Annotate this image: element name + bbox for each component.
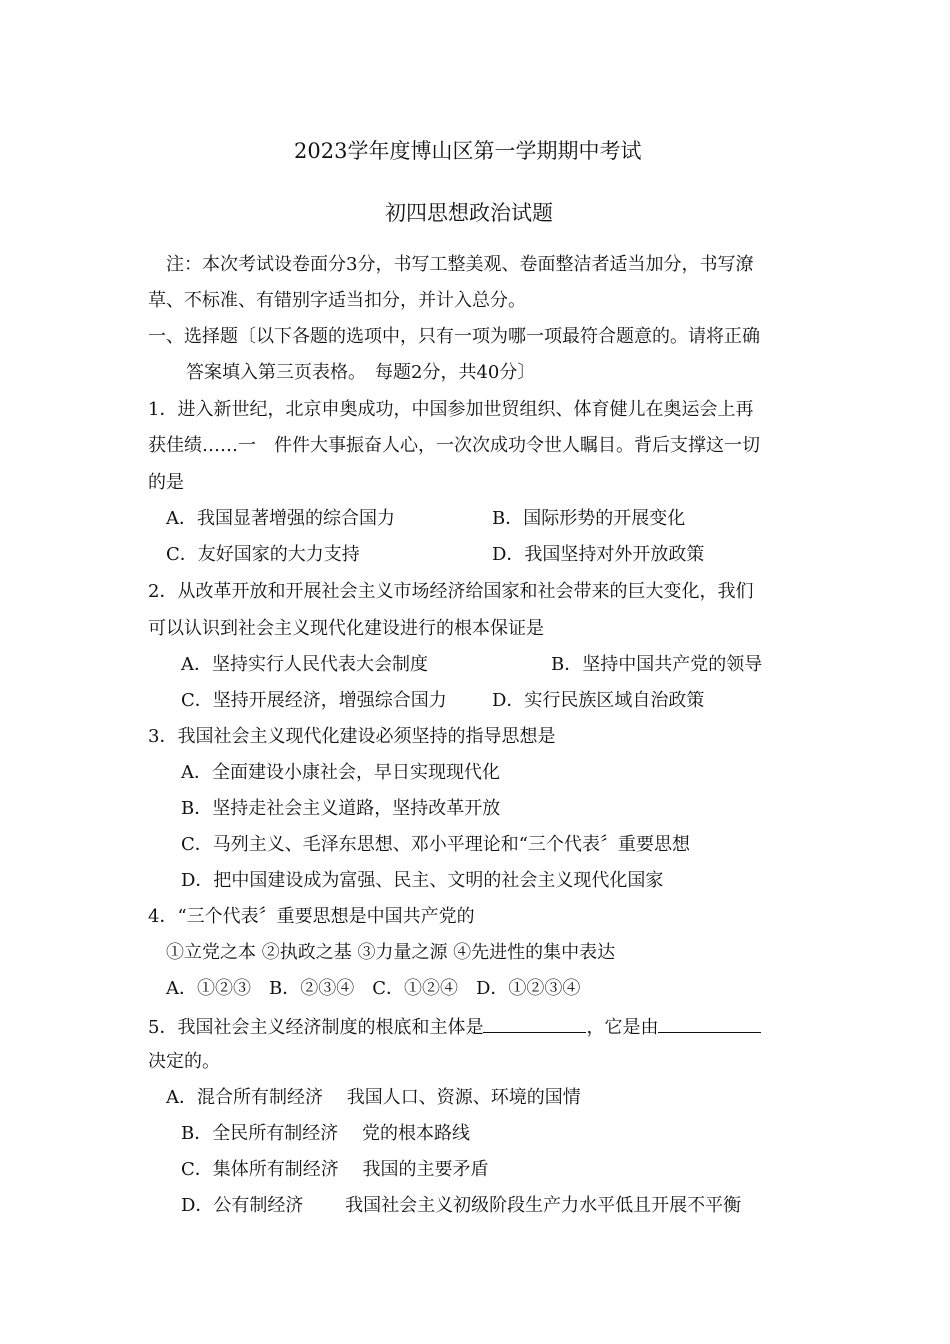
q5-option-b: B．全民所有制经济 党的根本路线 bbox=[181, 1123, 470, 1144]
section-heading-line-2: 答案填入第三页表格。 每题2分，共40分〕 bbox=[186, 362, 536, 383]
q5-option-c: C．集体所有制经济 我国的主要矛盾 bbox=[181, 1159, 489, 1180]
q5-blank-2 bbox=[658, 1014, 761, 1033]
q5-stem-part-1: 5．我国社会主义经济制度的根底和主体是 bbox=[148, 1017, 484, 1038]
q3-option-d: D．把中国建设成为富强、民主、文明的社会主义现代化国家 bbox=[181, 870, 664, 891]
q5-option-a: A．混合所有制经济 我国人口、资源、环境的国情 bbox=[166, 1087, 581, 1108]
q3-option-a: A．全面建设小康社会，早日实现现代化 bbox=[181, 762, 500, 783]
q5-stem-line-1 bbox=[148, 1014, 761, 1040]
exam-title: 2023学年度博山区第一学期期中考试 bbox=[294, 139, 642, 163]
q5-stem-line-2: 决定的。 bbox=[148, 1051, 220, 1072]
q5-option-d: D．公有制经济 我国社会主义初级阶段生产力水平低且开展不平衡 bbox=[181, 1195, 742, 1216]
q1-option-d: D．我国坚持对外开放政策 bbox=[492, 544, 705, 565]
note-line-1: 注：本次考试设卷面分3分，书写工整美观、卷面整洁者适当加分，书写潦 bbox=[166, 254, 754, 275]
q2-option-d: D．实行民族区域自治政策 bbox=[492, 690, 705, 711]
q1-option-a: A．我国显著增强的综合国力 bbox=[166, 508, 395, 529]
q4-options: A．①②③ B．②③④ C．①②④ D．①②③④ bbox=[166, 978, 581, 999]
q4-items: ①立党之本 ②执政之基 ③力量之源 ④先进性的集中表达 bbox=[166, 942, 616, 963]
q1-stem-line-3: 的是 bbox=[148, 472, 184, 493]
q1-option-c: C．友好国家的大力支持 bbox=[166, 544, 360, 565]
q3-option-c: C．马列主义、毛泽东思想、邓小平理论和“三个代表〞重要思想 bbox=[181, 834, 690, 855]
q5-stem-part-2: ，它是由 bbox=[586, 1017, 659, 1038]
q5-blank-1 bbox=[483, 1014, 586, 1033]
q2-option-a: A．坚持实行人民代表大会制度 bbox=[181, 654, 428, 675]
q1-stem-line-2: 获佳绩……一 件件大事振奋人心，一次次成功令世人瞩目。背后支撑这一切 bbox=[148, 435, 760, 456]
q3-stem: 3．我国社会主义现代化建设必须坚持的指导思想是 bbox=[148, 726, 556, 747]
section-heading-line-1: 一、选择题〔以下各题的选项中，只有一项为哪一项最符合题意的。请将正确 bbox=[148, 326, 760, 347]
q4-stem: 4．“三个代表〞重要思想是中国共产党的 bbox=[148, 906, 475, 927]
q1-option-b: B．国际形势的开展变化 bbox=[492, 508, 686, 529]
q2-option-b: B．坚持中国共产党的领导 bbox=[551, 654, 763, 675]
exam-subtitle: 初四思想政治试题 bbox=[385, 201, 553, 225]
q2-stem-line-2: 可以认识到社会主义现代化建设进行的根本保证是 bbox=[148, 618, 544, 639]
q2-stem-line-1: 2．从改革开放和开展社会主义市场经济给国家和社会带来的巨大变化，我们 bbox=[148, 581, 754, 602]
note-line-2: 草、不标准、有错别字适当扣分，并计入总分。 bbox=[148, 290, 526, 311]
q3-option-b: B．坚持走社会主义道路，坚持改革开放 bbox=[181, 798, 501, 819]
q2-option-c: C．坚持开展经济，增强综合国力 bbox=[181, 690, 447, 711]
q1-stem-line-1: 1．进入新世纪，北京申奥成功，中国参加世贸组织、体育健儿在奥运会上再 bbox=[148, 399, 754, 420]
